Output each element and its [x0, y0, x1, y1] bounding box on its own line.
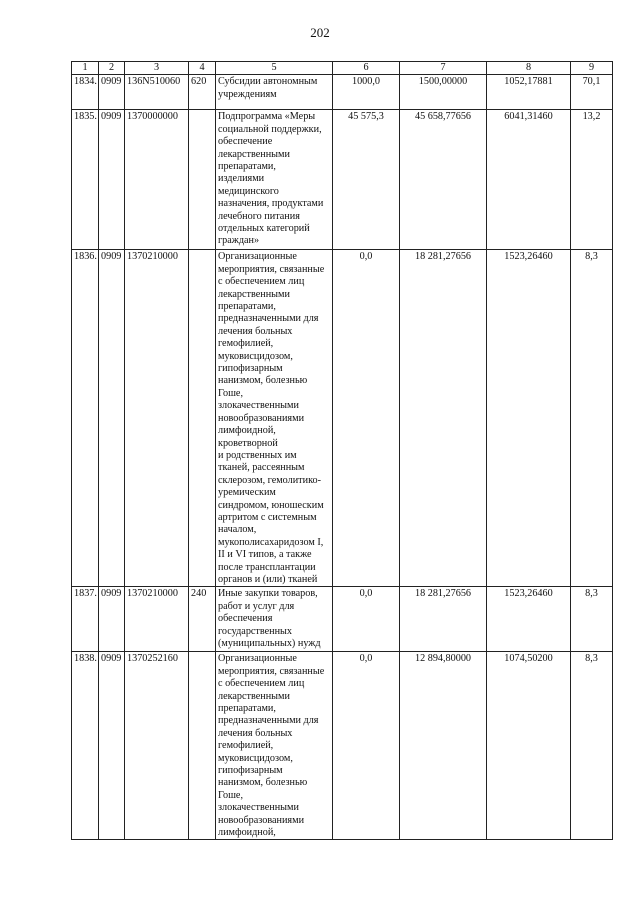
- table-row: [72, 587, 613, 652]
- percent-value: 8,3: [571, 652, 613, 840]
- row-number: 1837.: [72, 587, 99, 652]
- plan-value: 0,0: [333, 250, 400, 587]
- target-code: 1370000000: [125, 110, 189, 250]
- item-name: Субсидии автономным учреждениям: [216, 75, 333, 110]
- expense-kind: [189, 110, 216, 250]
- header-col-3: 3: [125, 62, 189, 75]
- item-name: Организационные мероприятия, связанные с обеспечением лиц лекарственными препаратами, предназначенными для лечения больных гемофилией, муковисцидозом, гипофизарным нанизмом, болезнью Гоше, злокачественными новообразованиями лимфоидной,: [216, 652, 333, 840]
- header-col-8: 8: [487, 62, 571, 75]
- percent-value: 13,2: [571, 110, 613, 250]
- item-name: Организационные мероприятия, связанные с обеспечением лиц лекарственными препаратами, предназначенными для лечения больных гемофилией, муковисцидозом, гипофизарным нанизмом, болезнью Гоше, злокачественными новообразованиями лимфоидной, кроветворной и родственных им тканей, рассеянным склерозом, гемолитико- уремическим синдромом, юношеским артритом с системным началом, мукополисахаридозом I, II и VI типов, а также после трансплантации органов и (или) тканей: [216, 250, 333, 587]
- executed-value: 1523,26460: [487, 587, 571, 652]
- refined-value: 18 281,27656: [400, 250, 487, 587]
- section-code: 0909: [99, 587, 125, 652]
- expense-kind: 620: [189, 75, 216, 110]
- header-col-1: 1: [72, 62, 99, 75]
- percent-value: 70,1: [571, 75, 613, 110]
- plan-value: 0,0: [333, 587, 400, 652]
- row-number: 1834.: [72, 75, 99, 110]
- page-number: 202: [310, 25, 330, 40]
- header-col-9: 9: [571, 62, 613, 75]
- header-col-2: 2: [99, 62, 125, 75]
- refined-value: 12 894,80000: [400, 652, 487, 840]
- table-row: [72, 652, 613, 840]
- target-code: 1370252160: [125, 652, 189, 840]
- plan-value: 45 575,3: [333, 110, 400, 250]
- budget-table: [71, 61, 613, 840]
- header-col-6: 6: [333, 62, 400, 75]
- table-row: [72, 110, 613, 250]
- expense-kind: [189, 250, 216, 587]
- plan-value: 0,0: [333, 652, 400, 840]
- target-code: 136N510060: [125, 75, 189, 110]
- expense-kind: 240: [189, 587, 216, 652]
- header-row: [72, 62, 613, 75]
- executed-value: 6041,31460: [487, 110, 571, 250]
- table-row: [72, 75, 613, 110]
- executed-value: 1052,17881: [487, 75, 571, 110]
- expense-kind: [189, 652, 216, 840]
- section-code: 0909: [99, 652, 125, 840]
- row-number: 1835.: [72, 110, 99, 250]
- percent-value: 8,3: [571, 250, 613, 587]
- refined-value: 18 281,27656: [400, 587, 487, 652]
- item-name: Иные закупки товаров, работ и услуг для обеспечения государственных (муниципальных) нужд: [216, 587, 333, 652]
- target-code: 1370210000: [125, 587, 189, 652]
- item-name: Подпрограмма «Меры социальной поддержки, обеспечение лекарственными препаратами, изделиями медицинского назначения, продуктами лечебного питания отдельных категорий граждан»: [216, 110, 333, 250]
- section-code: 0909: [99, 110, 125, 250]
- row-number: 1836.: [72, 250, 99, 587]
- row-number: 1838.: [72, 652, 99, 840]
- executed-value: 1523,26460: [487, 250, 571, 587]
- refined-value: 1500,00000: [400, 75, 487, 110]
- plan-value: 1000,0: [333, 75, 400, 110]
- executed-value: 1074,50200: [487, 652, 571, 840]
- section-code: 0909: [99, 75, 125, 110]
- target-code: 1370210000: [125, 250, 189, 587]
- section-code: 0909: [99, 250, 125, 587]
- refined-value: 45 658,77656: [400, 110, 487, 250]
- percent-value: 8,3: [571, 587, 613, 652]
- header-col-4: 4: [189, 62, 216, 75]
- header-col-5: 5: [216, 62, 333, 75]
- table-row: [72, 250, 613, 587]
- header-col-7: 7: [400, 62, 487, 75]
